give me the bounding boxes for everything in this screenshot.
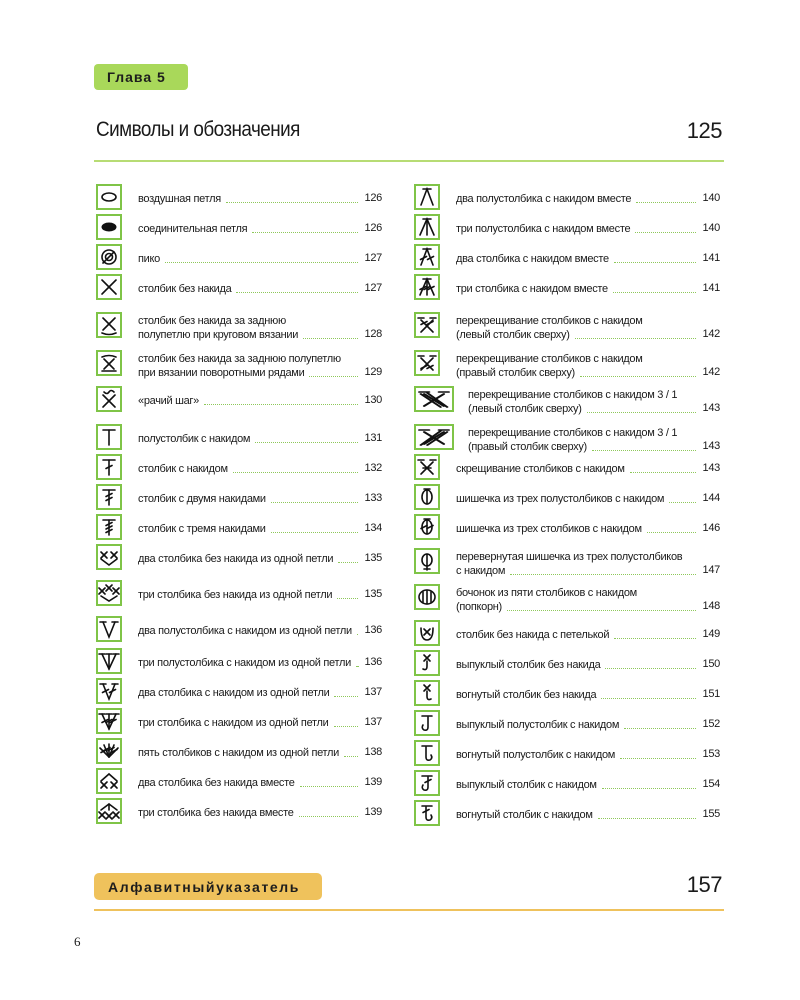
symbol-entry-label: столбик с тремя накидами <box>138 523 269 535</box>
crossed-dc-3-1-right-icon <box>414 424 454 450</box>
symbol-entry-label: столбик с накидом <box>138 463 231 475</box>
dot-leader <box>580 376 696 377</box>
symbol-entry-label: перекрещивание столбиков с накидом 3 / 1 <box>468 427 680 439</box>
dot-leader <box>303 338 358 339</box>
symbol-entry-label: при вязании поворотными рядами <box>138 367 307 379</box>
symbol-entry[interactable] <box>414 546 720 576</box>
symbol-entry-page: 138 <box>364 746 382 758</box>
symbol-entry-label: выпуклый столбик с накидом <box>456 779 600 791</box>
symbol-entry-label: два столбика без накида вместе <box>138 777 298 789</box>
section-title[interactable]: Символы и обозначения <box>96 118 300 141</box>
symbol-entry-label: полустолбик с накидом <box>138 433 253 445</box>
half-double-crochet-icon <box>96 424 122 450</box>
front-post-hdc-icon <box>414 710 440 736</box>
index-divider <box>94 909 724 911</box>
symbol-entry-label: с накидом <box>456 565 508 577</box>
dot-leader <box>357 634 358 635</box>
two-sc-in-one-icon <box>96 544 122 570</box>
symbol-entry-label: (правый столбик сверху) <box>456 367 578 379</box>
symbol-entry-label: столбик без накида <box>138 283 234 295</box>
dot-leader <box>605 668 696 669</box>
symbol-entry[interactable] <box>414 384 720 414</box>
symbol-entry-label: вогнутый полустолбик с накидом <box>456 749 618 761</box>
symbol-entry-label: выпуклый столбик без накида <box>456 659 603 671</box>
symbol-entry[interactable] <box>96 310 382 340</box>
popcorn-icon <box>414 584 440 610</box>
dot-leader <box>252 232 358 233</box>
dot-leader <box>575 338 696 339</box>
back-post-sc-icon <box>414 680 440 706</box>
symbol-entry-label: перекрещивание столбиков с накидом <box>456 315 646 327</box>
symbol-entry-page: 133 <box>364 492 382 504</box>
dot-leader <box>647 532 696 533</box>
three-hdc-in-one-icon <box>96 648 122 674</box>
symbol-entry-page: 151 <box>702 688 720 700</box>
dot-leader <box>635 232 696 233</box>
back-post-dc-icon <box>414 800 440 826</box>
symbol-entry[interactable] <box>414 212 720 242</box>
hdc2tog-icon <box>414 184 440 210</box>
index-page-number[interactable]: 157 <box>686 872 722 897</box>
symbol-entry-label: столбик без накида с петелькой <box>456 629 612 641</box>
symbol-entry-page: 147 <box>702 564 720 576</box>
symbol-entry-page: 140 <box>702 192 720 204</box>
symbol-entry-label: два столбика с накидом из одной петли <box>138 687 332 699</box>
symbol-entry-label: два полустолбика с накидом из одной петли <box>138 625 355 637</box>
symbol-entry-label: (левый столбик сверху) <box>468 403 585 415</box>
dot-leader <box>338 562 358 563</box>
symbol-entry-page: 127 <box>364 282 382 294</box>
symbol-entry[interactable] <box>96 212 382 242</box>
symbol-entry[interactable] <box>96 766 382 796</box>
double-treble-crochet-icon <box>96 514 122 540</box>
symbol-entry-page: 143 <box>702 402 720 414</box>
symbol-entry-page: 137 <box>364 686 382 698</box>
symbol-entry-label: пять столбиков с накидом из одной петли <box>138 747 342 759</box>
sc2tog-icon <box>96 768 122 794</box>
symbol-entry[interactable] <box>96 422 382 452</box>
dc3tog-icon <box>414 274 440 300</box>
crossed-dc-bind-icon <box>414 454 440 480</box>
symbol-entry-page: 126 <box>364 222 382 234</box>
dot-leader <box>337 598 358 599</box>
crossed-dc-left-icon <box>414 312 440 338</box>
dot-leader <box>334 696 358 697</box>
symbol-entry[interactable] <box>414 182 720 212</box>
dot-leader <box>299 816 358 817</box>
symbol-entry[interactable] <box>414 512 720 542</box>
two-dc-in-one-icon <box>96 678 122 704</box>
symbol-entry-page: 146 <box>702 522 720 534</box>
symbol-entry-label: два полустолбика с накидом вместе <box>456 193 634 205</box>
dot-leader <box>624 728 696 729</box>
inverted-puff-icon <box>414 548 440 574</box>
single-crochet-back-loop-round-icon <box>96 312 122 338</box>
symbol-entry[interactable] <box>96 706 382 736</box>
symbol-entry[interactable] <box>414 582 720 612</box>
symbol-entry-label: три столбика с накидом вместе <box>456 283 611 295</box>
symbol-entry-label: (попкорн) <box>456 601 505 613</box>
dot-leader <box>592 450 696 451</box>
symbol-entry-label: (левый столбик сверху) <box>456 329 573 341</box>
symbol-entry-label: столбик с двумя накидами <box>138 493 269 505</box>
symbol-entry-page: 137 <box>364 716 382 728</box>
symbol-entry[interactable] <box>414 768 720 798</box>
dot-leader <box>507 610 696 611</box>
three-dc-in-one-icon <box>96 708 122 734</box>
symbol-entry[interactable] <box>96 736 382 766</box>
dot-leader <box>620 758 696 759</box>
slip-stitch-icon <box>96 214 122 240</box>
dot-leader <box>630 472 696 473</box>
single-crochet-back-loop-rows-icon <box>96 350 122 376</box>
symbol-entry-page: 140 <box>702 222 720 234</box>
symbol-entry-label: перекрещивание столбиков с накидом 3 / 1 <box>468 389 680 401</box>
section-page-number[interactable]: 125 <box>686 118 722 143</box>
symbol-entry-label: три полустолбика с накидом из одной петли <box>138 657 354 669</box>
index-badge[interactable]: Алфавитныйуказатель <box>94 873 322 900</box>
symbol-entry-page: 134 <box>364 522 382 534</box>
symbol-entry-page: 148 <box>702 600 720 612</box>
symbol-entry[interactable] <box>96 242 382 272</box>
symbol-entry-page: 139 <box>364 776 382 788</box>
symbol-entry-page: 143 <box>702 440 720 452</box>
section-divider <box>94 160 724 162</box>
symbol-entry-label: столбик без накида за заднюю <box>138 315 289 327</box>
symbol-entry[interactable] <box>414 648 720 678</box>
symbol-entry-label: перевернутая шишечка из трех полустолбиков <box>456 551 685 563</box>
symbol-entry-page: 127 <box>364 252 382 264</box>
dot-leader <box>344 756 358 757</box>
symbol-entry-page: 136 <box>364 656 382 668</box>
puff-stitch-icon <box>414 484 440 510</box>
symbol-entry-page: 126 <box>364 192 382 204</box>
dot-leader <box>300 786 358 787</box>
symbol-entry-page: 132 <box>364 462 382 474</box>
symbol-entry[interactable] <box>414 798 720 828</box>
treble-crochet-icon <box>96 484 122 510</box>
symbol-entry-page: 142 <box>702 328 720 340</box>
symbol-entry-label: воздушная петля <box>138 193 224 205</box>
symbol-entry-label: перекрещивание столбиков с накидом <box>456 353 646 365</box>
dot-leader <box>602 788 696 789</box>
dot-leader <box>669 502 696 503</box>
dot-leader <box>598 818 696 819</box>
five-dc-shell-icon <box>96 738 122 764</box>
symbol-entry-page: 152 <box>702 718 720 730</box>
symbol-entry-label: шишечка из трех столбиков с накидом <box>456 523 645 535</box>
symbol-entry[interactable] <box>414 708 720 738</box>
symbol-entry[interactable] <box>96 384 382 414</box>
dot-leader <box>510 574 696 575</box>
dot-leader <box>614 262 696 263</box>
symbol-entry[interactable] <box>96 542 382 572</box>
dot-leader <box>271 502 358 503</box>
symbol-entry[interactable] <box>414 738 720 768</box>
symbol-entry-page: 131 <box>364 432 382 444</box>
symbol-entry-page: 139 <box>364 806 382 818</box>
dot-leader <box>204 404 358 405</box>
symbol-entry-page: 144 <box>702 492 720 504</box>
symbol-entry[interactable] <box>96 182 382 212</box>
symbol-entry-label: выпуклый полустолбик с накидом <box>456 719 622 731</box>
three-sc-in-one-icon <box>96 580 122 606</box>
crossed-dc-3-1-left-icon <box>414 386 454 412</box>
symbol-entry-label: вогнутый столбик без накида <box>456 689 599 701</box>
dot-leader <box>636 202 696 203</box>
double-crochet-icon <box>96 454 122 480</box>
dot-leader <box>613 292 696 293</box>
dot-leader <box>356 666 358 667</box>
dc2tog-icon <box>414 244 440 270</box>
symbol-entry-page: 150 <box>702 658 720 670</box>
crab-stitch-icon <box>96 386 122 412</box>
symbol-entry-page: 141 <box>702 282 720 294</box>
sc3tog-icon <box>96 798 122 824</box>
sc-with-loop-icon <box>414 620 440 646</box>
symbol-entry-page: 130 <box>364 394 382 406</box>
dot-leader <box>334 726 358 727</box>
back-post-hdc-icon <box>414 740 440 766</box>
symbol-entry-label: три столбика без накида из одной петли <box>138 589 335 601</box>
two-hdc-in-one-icon <box>96 616 122 642</box>
symbol-entry[interactable] <box>414 348 720 378</box>
crossed-dc-right-icon <box>414 350 440 376</box>
dot-leader <box>236 292 358 293</box>
chapter-badge: Глава 5 <box>94 64 188 90</box>
folio-page-number: 6 <box>74 934 81 949</box>
symbol-entry-label: бочонок из пяти столбиков с накидом <box>456 587 640 599</box>
symbol-entry-label: два столбика с накидом вместе <box>456 253 612 265</box>
symbol-entry[interactable] <box>96 578 382 608</box>
symbol-entry[interactable] <box>96 272 382 302</box>
symbol-entry[interactable] <box>414 422 720 452</box>
dot-leader <box>165 262 358 263</box>
front-post-dc-icon <box>414 770 440 796</box>
symbol-entry[interactable] <box>96 614 382 644</box>
symbol-entry-page: 153 <box>702 748 720 760</box>
symbol-entry-label: три полустолбика с накидом вместе <box>456 223 633 235</box>
symbol-entry-label: скрещивание столбиков с накидом <box>456 463 628 475</box>
symbol-entry-label: «рачий шаг» <box>138 395 202 407</box>
symbol-entry-label: пико <box>138 253 163 265</box>
symbol-entry-page: 135 <box>364 588 382 600</box>
front-post-sc-icon <box>414 650 440 676</box>
picot-icon <box>96 244 122 270</box>
dot-leader <box>614 638 696 639</box>
hdc3tog-icon <box>414 214 440 240</box>
symbol-entry-page: 143 <box>702 462 720 474</box>
dot-leader <box>309 376 358 377</box>
symbol-entry[interactable] <box>96 348 382 378</box>
symbol-entry[interactable] <box>414 678 720 708</box>
symbol-entry-page: 141 <box>702 252 720 264</box>
symbol-entry-label: три столбика с накидом из одной петли <box>138 717 332 729</box>
symbol-entry[interactable] <box>96 796 382 826</box>
symbol-entry-page: 142 <box>702 366 720 378</box>
symbol-entry-label: полупетлю при круговом вязании <box>138 329 301 341</box>
symbol-entry[interactable] <box>96 676 382 706</box>
symbol-entry[interactable] <box>414 618 720 648</box>
symbol-entry[interactable] <box>414 452 720 482</box>
symbol-entry[interactable] <box>96 512 382 542</box>
symbol-entry-page: 149 <box>702 628 720 640</box>
symbol-entry-page: 154 <box>702 778 720 790</box>
dot-leader <box>271 532 358 533</box>
symbol-entry-page: 135 <box>364 552 382 564</box>
dot-leader <box>255 442 358 443</box>
dot-leader <box>233 472 358 473</box>
symbol-entry-page: 129 <box>364 366 382 378</box>
symbol-entry-label: три столбика без накида вместе <box>138 807 297 819</box>
symbol-entry-label: (правый столбик сверху) <box>468 441 590 453</box>
symbol-entry[interactable] <box>96 646 382 676</box>
dot-leader <box>587 412 696 413</box>
symbol-entry-page: 155 <box>702 808 720 820</box>
symbol-entry-page: 128 <box>364 328 382 340</box>
symbol-entry-label: соединительная петля <box>138 223 250 235</box>
symbol-entry[interactable] <box>96 452 382 482</box>
symbol-entry-label: столбик без накида за заднюю полупетлю <box>138 353 344 365</box>
chain-stitch-icon <box>96 184 122 210</box>
single-crochet-icon <box>96 274 122 300</box>
symbol-entry[interactable] <box>96 482 382 512</box>
symbol-entry[interactable] <box>414 310 720 340</box>
dot-leader <box>226 202 358 203</box>
symbol-entry-page: 136 <box>364 624 382 636</box>
bobble-stitch-icon <box>414 514 440 540</box>
dot-leader <box>601 698 696 699</box>
symbol-entry-label: вогнутый столбик с накидом <box>456 809 596 821</box>
symbol-entry[interactable] <box>414 242 720 272</box>
symbol-entry-label: два столбика без накида из одной петли <box>138 553 336 565</box>
symbol-entry[interactable] <box>414 272 720 302</box>
symbol-entry[interactable] <box>414 482 720 512</box>
symbol-entry-label: шишечка из трех полустолбиков с накидом <box>456 493 667 505</box>
